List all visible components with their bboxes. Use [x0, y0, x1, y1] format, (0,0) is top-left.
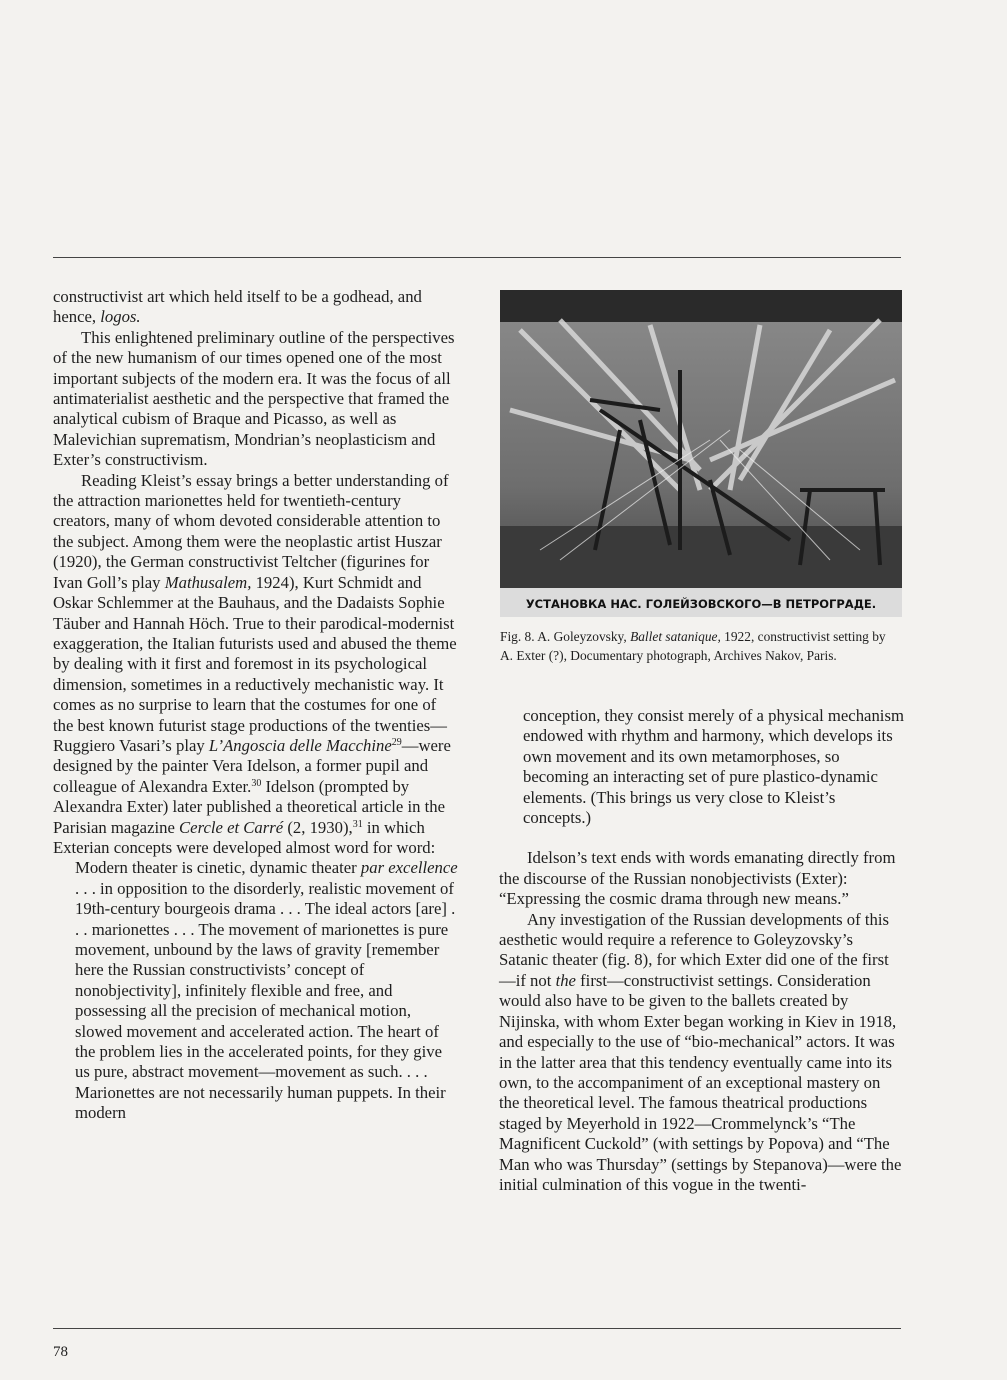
paragraph-5: Any investigation of the Russian developments of this aesthetic would require a reference to Goleyzovsky’s Satanic theater (fig. 8), for which Exter did one of the first—if not the first—constructivist settings. Consideration would also have to be given to the ballets created by Nijinska, with whom Exter began working in Kiev in 1918, and especially to the use of “bio-mechanical” actors. It was in the latter area that this tendency eventually came into its own, to the accompaniment of an exceptional mastery on the theoretical level. The famous theatrical productions staged by Meyerhold in 1922—Crommelynck’s “The Magnificent Cuckold” (with settings by Popova) and “The Man who was Thursday” (settings by Stepanova)—were the initial culmination of this vogue in the twenti- — [499, 909, 902, 1194]
stage-setting-image — [500, 290, 902, 617]
figure-caption: Fig. 8. A. Goleyzovsky, Ballet satanique, 1922, constructivist setting by A. Exter (?), Documentary photograph, Archives Nakov, Paris. — [500, 629, 886, 663]
paragraph-2: This enlightened preliminary outline of the perspectives of the new humanism of our times opened one of the most important subjects of the modern era. It was the focus of all antimaterialist aesthetic and the perspective that framed the analytical cubism of Braque and Picasso, as well as Malevichian suprematism, Mondrian’s neoplasticism and Exter’s constructivism. — [53, 327, 455, 470]
left-column — [53, 287, 458, 1124]
block-quote: Modern theater is cinetic, dynamic theater par excellence . . . in opposition to the disorderly, realistic movement of 19th-century bourgeois drama . . . The ideal actors [are] . . . marionettes . . . The movement of marionettes is pure movement, unbound by the laws of gravity [remember here the Russian constructivists’ concept of nonobjectivity], infinitely flexible and free, and possessing all the precision of mechanical motion, slowed movement and accelerated action. The heart of the problem lies in the accelerated points, for they give us pure, abstract movement—movement as such. . . . Marionettes are not necessarily human puppets. In their modern — [75, 858, 458, 1123]
block-quote-continued: conception, they consist merely of a physical mechanism endowed with rhythm and harmony, which develops its own movement and its own metamorphoses, so becoming an interacting set of pure plastico-dynamic elements. (This brings us very close to Kleist’s concepts.) — [523, 706, 904, 828]
figure-8-photograph — [500, 290, 902, 617]
photo-caption-cyrillic: УСТАНОВКА НАС. ГОЛЕЙЗОВСКОГО—В ПЕТРОГРАДЕ. — [525, 597, 877, 611]
paragraph-1: constructivist art which held itself to be a godhead, and hence, logos. — [53, 287, 422, 327]
page-number: 78 — [53, 1344, 68, 1360]
right-column — [499, 706, 904, 1195]
top-rule — [53, 257, 901, 258]
paragraph-4: Idelson’s text ends with words emanating directly from the discourse of the Russian nonobjectivists (Exter): “Expressing the cosmic drama through new means.” — [499, 848, 896, 909]
paragraph-3: Reading Kleist’s essay brings a better understanding of the attraction marionettes held for twentieth-century creators, many of whom devoted considerable attention to the subject. Among them were the neoplastic artist Huszar (1920), the German constructivist Teltcher (figurines for Ivan Goll’s play Mathusalem, 1924), Kurt Schmidt and Oskar Schlemmer at the Bauhaus, and the Dadaists Sophie Täuber and Hannah Höch. True to their parodical-modernist exaggeration, the Italian futurists used and abused the theme by dealing with it first and foremost in its psychological dimension, sometimes in a reductively mechanistic way. It comes as no surprise to learn that the costumes for one of the best known futurist stage productions of the twenties—Ruggiero Vasari’s play L’Angoscia delle Macchine$^{29}$—were designed by the painter Vera Idelson, a former pupil and colleague of Alexandra Exter.$^{30}$ Idelson (prompted by Alexandra Exter) later published a theoretical article in the Parisian magazine Cercle et Carré (2, 1930),$^{31}$ in which Exterian concepts were developed almost word for word: — [53, 470, 457, 857]
bottom-rule — [53, 1328, 901, 1329]
